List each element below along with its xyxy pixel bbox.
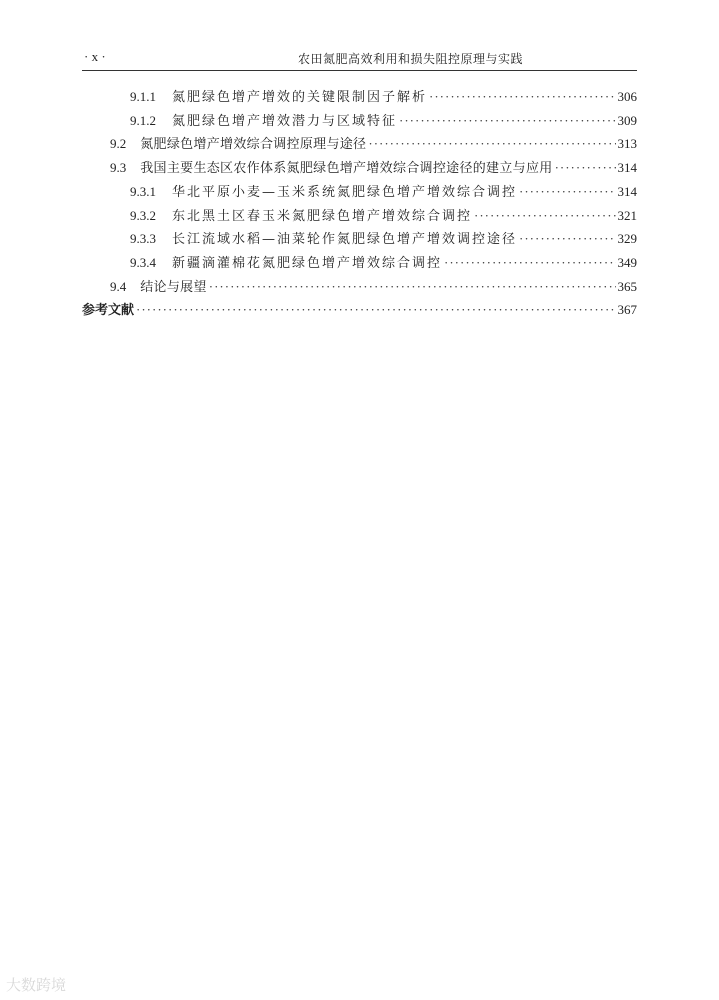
header-rule — [82, 70, 637, 71]
toc-entry — [110, 276, 637, 298]
toc-leader-dots — [399, 113, 615, 129]
page-number: · x · — [84, 49, 106, 64]
toc-entry-number: 9.3 — [110, 160, 127, 176]
toc-entry-title: 我国主要生态区农作体系氮肥绿色增产增效综合调控途径的建立与应用 — [140, 161, 553, 177]
toc-leader-dots — [429, 89, 615, 105]
running-header — [82, 48, 637, 70]
toc-leader-dots — [136, 302, 615, 318]
toc-entry-title: 东北黑土区春玉米氮肥绿色增产增效综合调控 — [172, 208, 473, 224]
toc-entry — [130, 86, 637, 108]
toc-entry-page: 349 — [617, 254, 637, 270]
toc-entry-page: 329 — [617, 231, 637, 247]
toc-entry — [130, 228, 637, 250]
toc-entry-page: 314 — [617, 183, 637, 199]
toc-entry-title: 参考文献 — [82, 303, 135, 319]
toc-entry-number: 9.1.2 — [130, 112, 156, 128]
toc-entry-number: 9.4 — [110, 278, 127, 294]
toc-entry-title: 结论与展望 — [140, 279, 207, 295]
watermark: 大数跨境 — [6, 976, 67, 994]
toc-entry — [130, 110, 637, 132]
toc-leader-dots — [474, 208, 615, 224]
toc-entry-page: 367 — [617, 302, 637, 318]
toc-entry — [110, 157, 637, 179]
toc-entry-page: 365 — [617, 278, 637, 294]
toc-entry-number: 9.1.1 — [130, 89, 156, 104]
toc-entry-number: 9.3.1 — [130, 183, 156, 199]
toc-entry-number: 9.3.3 — [130, 231, 156, 247]
toc-entry-number: 9.3.2 — [130, 207, 156, 223]
toc-entry-page: 321 — [617, 207, 637, 223]
toc-entry-number: 9.3.4 — [130, 254, 156, 270]
toc-entry-title: 长江流域水稻—油菜轮作氮肥绿色增产增效调控途径 — [172, 232, 518, 248]
toc-entry-title: 新疆滴灌棉花氮肥绿色增产增效综合调控 — [172, 255, 443, 271]
toc-entry — [130, 252, 637, 274]
toc-entry — [130, 205, 637, 227]
toc-leader-dots — [519, 231, 615, 247]
toc-leader-dots — [519, 184, 615, 200]
toc-leader-dots — [555, 160, 616, 176]
toc-entry — [82, 299, 637, 321]
toc-entry-title: 氮肥绿色增产增效综合调控原理与途径 — [140, 137, 367, 153]
toc-entry-page: 309 — [617, 112, 637, 128]
toc-entry — [110, 133, 637, 155]
toc-entry — [130, 181, 637, 203]
toc-entry-page: 314 — [617, 160, 637, 176]
toc-entry-title: 氮肥绿色增产增效的关键限制因子解析 — [172, 90, 428, 105]
toc-entry-page: 306 — [617, 89, 637, 104]
toc-leader-dots — [368, 136, 615, 152]
toc-entry-title: 氮肥绿色增产增效潜力与区域特征 — [172, 113, 398, 129]
toc-entry-number: 9.2 — [110, 136, 127, 152]
running-title: 农田氮肥高效利用和损失阻控原理与实践 — [298, 52, 524, 66]
toc-entry-page: 313 — [617, 136, 637, 152]
toc-leader-dots — [444, 255, 615, 271]
toc-leader-dots — [209, 279, 616, 295]
toc-entry-title: 华北平原小麦—玉米系统氮肥绿色增产增效综合调控 — [172, 184, 518, 200]
